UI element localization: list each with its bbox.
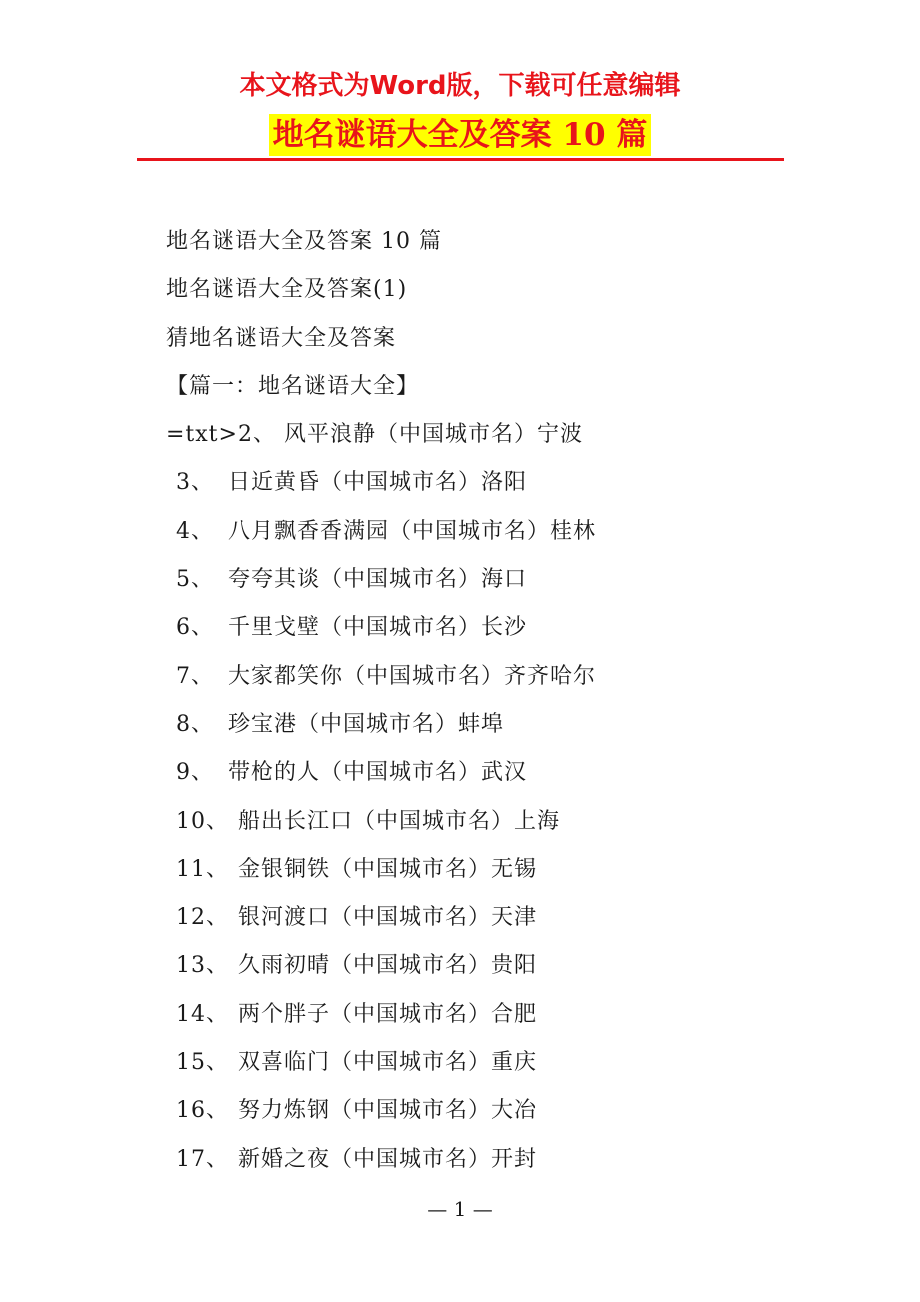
riddle-number: 15、 — [176, 1050, 229, 1076]
riddle-item — [166, 894, 816, 942]
riddle-item — [166, 798, 816, 846]
download-banner: 本文格式为Word版，下载可任意编辑 — [239, 71, 681, 101]
title-wrap — [0, 114, 920, 156]
riddle-number: 4、 — [176, 518, 214, 544]
riddle-text: 金银铜铁（中国城市名）无锡 — [238, 856, 538, 882]
riddle-item — [166, 508, 816, 556]
intro-line: 地名谜语大全及答案(1) — [166, 277, 408, 303]
riddle-number: 14、 — [176, 1001, 229, 1027]
riddle-item — [166, 749, 816, 797]
riddle-number: 10、 — [176, 808, 229, 834]
page-title: 地名谜语大全及答案 10 篇 — [269, 114, 652, 156]
riddle-text: 日近黄昏（中国城市名）洛阳 — [228, 470, 528, 496]
riddle-text: 千里戈壁（中国城市名）长沙 — [228, 615, 528, 641]
riddle-text: 努力炼钢（中国城市名）大冶 — [238, 1098, 538, 1124]
page-number: — 1 — — [427, 1197, 493, 1221]
riddle-text: 银河渡口（中国城市名）天津 — [238, 905, 538, 931]
intro-line: 地名谜语大全及答案 10 篇 — [166, 229, 442, 254]
riddle-item — [166, 459, 816, 507]
riddle-text: 船出长江口（中国城市名）上海 — [238, 808, 561, 834]
riddle-number: 16、 — [176, 1098, 229, 1124]
riddle-text: 带枪的人（中国城市名）武汉 — [228, 760, 528, 786]
riddle-text: 八月飘香香满园（中国城市名）桂林 — [228, 518, 597, 544]
title-divider — [137, 158, 784, 161]
riddle-number: 9、 — [176, 760, 214, 786]
riddle-text: 新婚之夜（中国城市名）开封 — [238, 1146, 538, 1172]
riddle-number: 17、 — [176, 1146, 229, 1172]
riddle-item — [166, 1087, 816, 1135]
riddle-text: 久雨初晴（中国城市名）贵阳 — [238, 953, 538, 979]
riddle-number: 3、 — [176, 470, 214, 496]
riddle-item — [166, 846, 816, 894]
section-heading: 【篇一：地名谜语大全】 — [166, 373, 420, 399]
riddle-text: 夸夸其谈（中国城市名）海口 — [228, 567, 528, 593]
riddle-number: 11、 — [176, 856, 229, 882]
document-body — [166, 218, 816, 1184]
riddle-text: 双喜临门（中国城市名）重庆 — [238, 1050, 538, 1076]
riddle-item — [166, 604, 816, 652]
riddle-number: 13、 — [176, 953, 229, 979]
riddle-text: 珍宝港（中国城市名）蚌埠 — [228, 711, 505, 737]
riddle-number: 7、 — [176, 663, 214, 689]
riddle-item: =txt>2、 风平浪静（中国城市名）宁波 — [166, 422, 583, 448]
riddle-text: 两个胖子（中国城市名）合肥 — [238, 1001, 538, 1027]
riddle-number: 8、 — [176, 711, 214, 737]
riddle-item — [166, 991, 816, 1039]
riddle-text: 大家都笑你（中国城市名）齐齐哈尔 — [228, 663, 597, 689]
riddle-number: 6、 — [176, 615, 214, 641]
riddle-item — [166, 1136, 816, 1184]
riddle-item — [166, 942, 816, 990]
riddle-number: 5、 — [176, 567, 214, 593]
riddle-item — [166, 556, 816, 604]
riddle-number: 12、 — [176, 905, 229, 931]
intro-line: 猜地名谜语大全及答案 — [166, 325, 397, 351]
riddle-item — [166, 653, 816, 701]
riddle-item — [166, 701, 816, 749]
riddle-item — [166, 1039, 816, 1087]
